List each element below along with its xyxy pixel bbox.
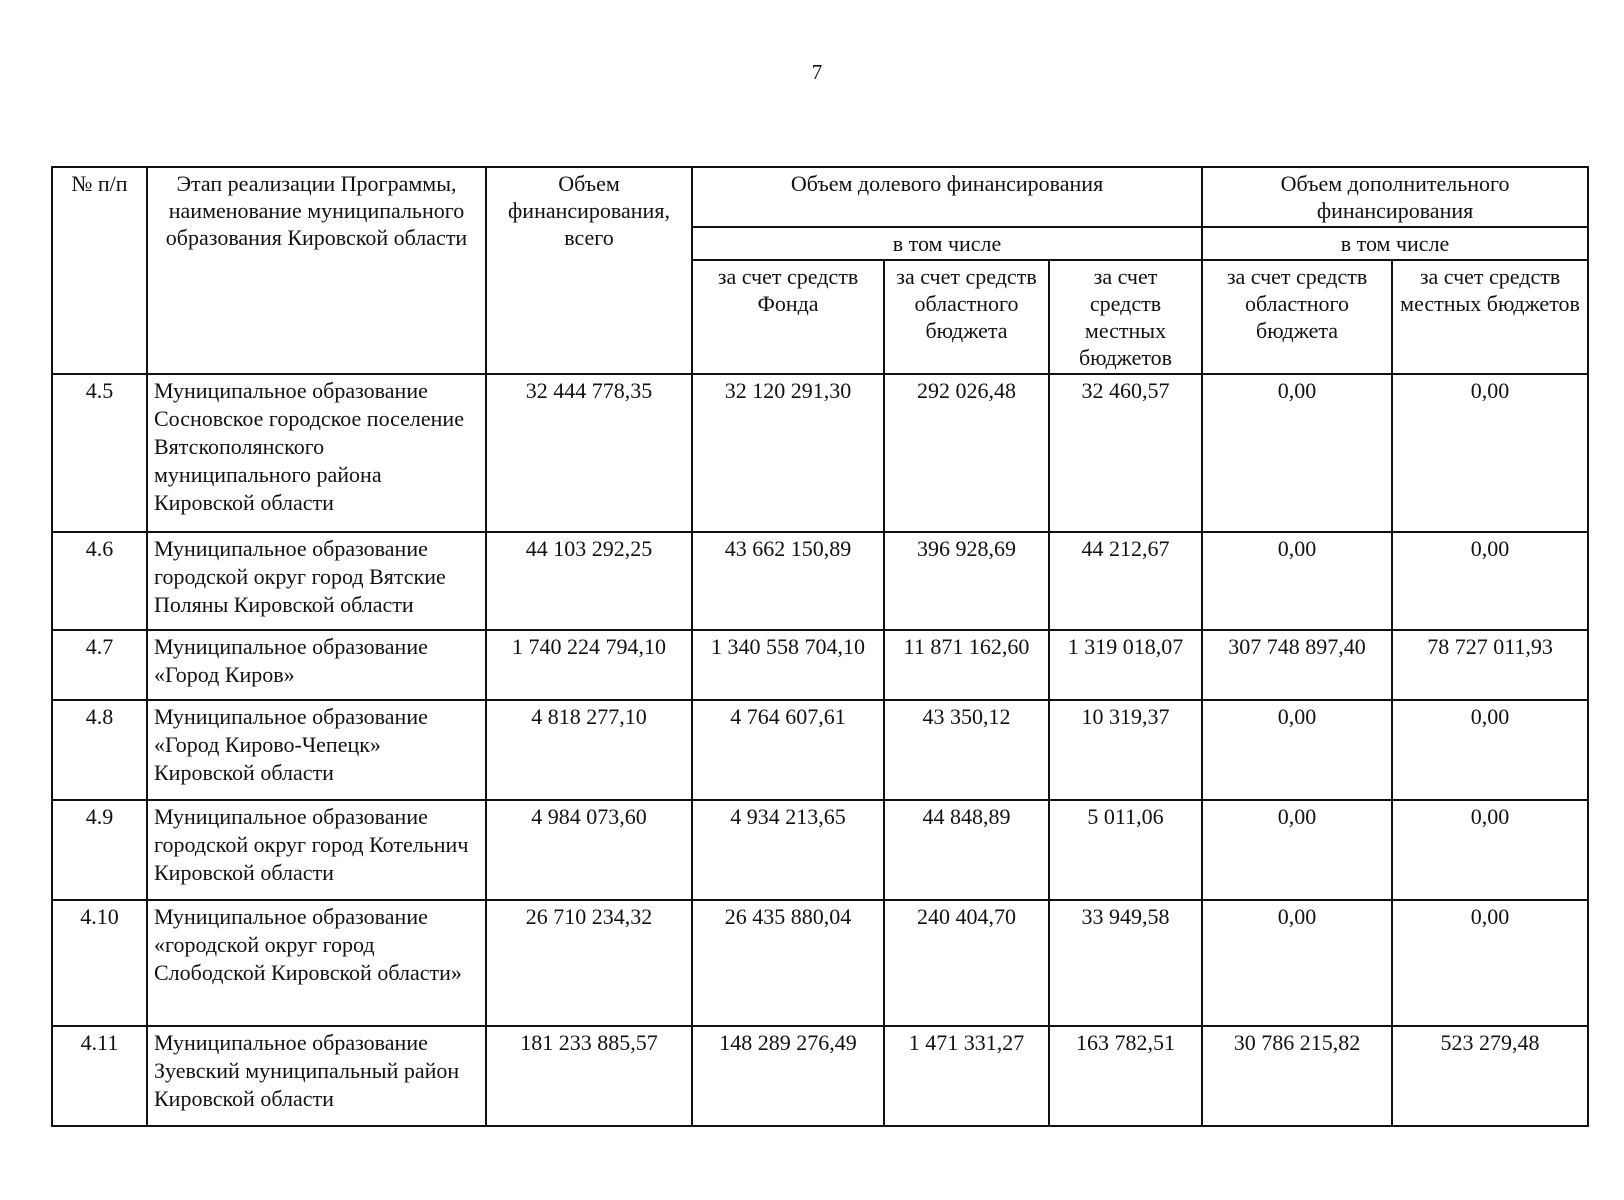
row-name: Муниципальное образование городской округ город Котельнич Кировской области <box>147 800 486 900</box>
row-fund: 4 764 607,61 <box>692 700 884 800</box>
row-fund: 4 934 213,65 <box>692 800 884 900</box>
table-body <box>52 374 1588 1126</box>
row-total: 181 233 885,57 <box>486 1026 692 1126</box>
row-add-regional: 0,00 <box>1202 532 1392 630</box>
row-add-local: 0,00 <box>1392 532 1588 630</box>
row-add-regional: 0,00 <box>1202 800 1392 900</box>
row-local: 33 949,58 <box>1049 900 1202 1026</box>
row-regional: 240 404,70 <box>884 900 1049 1026</box>
table-row <box>52 1026 1588 1126</box>
row-number: 4.5 <box>52 374 147 532</box>
row-number: 4.10 <box>52 900 147 1026</box>
row-number: 4.6 <box>52 532 147 630</box>
row-fund: 148 289 276,49 <box>692 1026 884 1126</box>
row-name: Муниципальное образование «Город Киров» <box>147 630 486 700</box>
row-local: 163 782,51 <box>1049 1026 1202 1126</box>
row-total: 26 710 234,32 <box>486 900 692 1026</box>
row-name: Муниципальное образование «Город Кирово-Чепецк» Кировской области <box>147 700 486 800</box>
row-total: 4 818 277,10 <box>486 700 692 800</box>
header-additional-local-budgets: за счет средств местных бюджетов <box>1392 260 1588 374</box>
row-local: 44 212,67 <box>1049 532 1202 630</box>
row-add-regional: 0,00 <box>1202 900 1392 1026</box>
header-additional-financing: Объем дополнительного финансирования <box>1202 167 1588 227</box>
header-local-budgets: за счет средств местных бюджетов <box>1049 260 1202 374</box>
row-total: 32 444 778,35 <box>486 374 692 532</box>
row-add-local: 0,00 <box>1392 900 1588 1026</box>
row-add-local: 0,00 <box>1392 374 1588 532</box>
row-fund: 1 340 558 704,10 <box>692 630 884 700</box>
row-name: Муниципальное образование Зуевский муниципальный район Кировской области <box>147 1026 486 1126</box>
row-regional: 44 848,89 <box>884 800 1049 900</box>
row-add-regional: 0,00 <box>1202 374 1392 532</box>
header-in-that-number-shared: в том числе <box>692 227 1202 260</box>
row-total: 4 984 073,60 <box>486 800 692 900</box>
header-additional-regional-budget: за счет средств областного бюджета <box>1202 260 1392 374</box>
row-regional: 11 871 162,60 <box>884 630 1049 700</box>
header-fund: за счет средств Фонда <box>692 260 884 374</box>
row-regional: 43 350,12 <box>884 700 1049 800</box>
table-row <box>52 700 1588 800</box>
row-add-local: 523 279,48 <box>1392 1026 1588 1126</box>
table-header <box>52 167 1588 374</box>
header-number: № п/п <box>52 167 147 374</box>
header-regional-budget: за счет средств областного бюджета <box>884 260 1049 374</box>
table-row <box>52 900 1588 1026</box>
row-add-regional: 307 748 897,40 <box>1202 630 1392 700</box>
header-stage: Этап реализации Программы, наименование муниципального образования Кировской области <box>147 167 486 374</box>
row-add-local: 78 727 011,93 <box>1392 630 1588 700</box>
page-number: 7 <box>811 60 823 84</box>
row-total: 1 740 224 794,10 <box>486 630 692 700</box>
header-in-that-number-additional: в том числе <box>1202 227 1588 260</box>
row-local: 10 319,37 <box>1049 700 1202 800</box>
header-total: Объем финансирования, всего <box>486 167 692 374</box>
row-local: 5 011,06 <box>1049 800 1202 900</box>
row-regional: 396 928,69 <box>884 532 1049 630</box>
row-name: Муниципальное образование городской округ город Вятские Поляны Кировской области <box>147 532 486 630</box>
row-total: 44 103 292,25 <box>486 532 692 630</box>
table-row <box>52 800 1588 900</box>
row-fund: 26 435 880,04 <box>692 900 884 1026</box>
row-fund: 32 120 291,30 <box>692 374 884 532</box>
row-number: 4.11 <box>52 1026 147 1126</box>
row-local: 1 319 018,07 <box>1049 630 1202 700</box>
table-row <box>52 374 1588 532</box>
financing-table <box>51 166 1589 1127</box>
row-regional: 292 026,48 <box>884 374 1049 532</box>
header-shared-financing: Объем долевого финансирования <box>692 167 1202 227</box>
row-number: 4.9 <box>52 800 147 900</box>
row-name: Муниципальное образование Сосновское городское поселение Вятскополянского муниципального района Кировской области <box>147 374 486 532</box>
row-name: Муниципальное образование «городской округ город Слободской Кировской области» <box>147 900 486 1026</box>
row-add-local: 0,00 <box>1392 700 1588 800</box>
table-row <box>52 630 1588 700</box>
row-number: 4.8 <box>52 700 147 800</box>
row-add-local: 0,00 <box>1392 800 1588 900</box>
row-add-regional: 30 786 215,82 <box>1202 1026 1392 1126</box>
row-add-regional: 0,00 <box>1202 700 1392 800</box>
table-row <box>52 532 1588 630</box>
row-local: 32 460,57 <box>1049 374 1202 532</box>
row-regional: 1 471 331,27 <box>884 1026 1049 1126</box>
row-fund: 43 662 150,89 <box>692 532 884 630</box>
row-number: 4.7 <box>52 630 147 700</box>
